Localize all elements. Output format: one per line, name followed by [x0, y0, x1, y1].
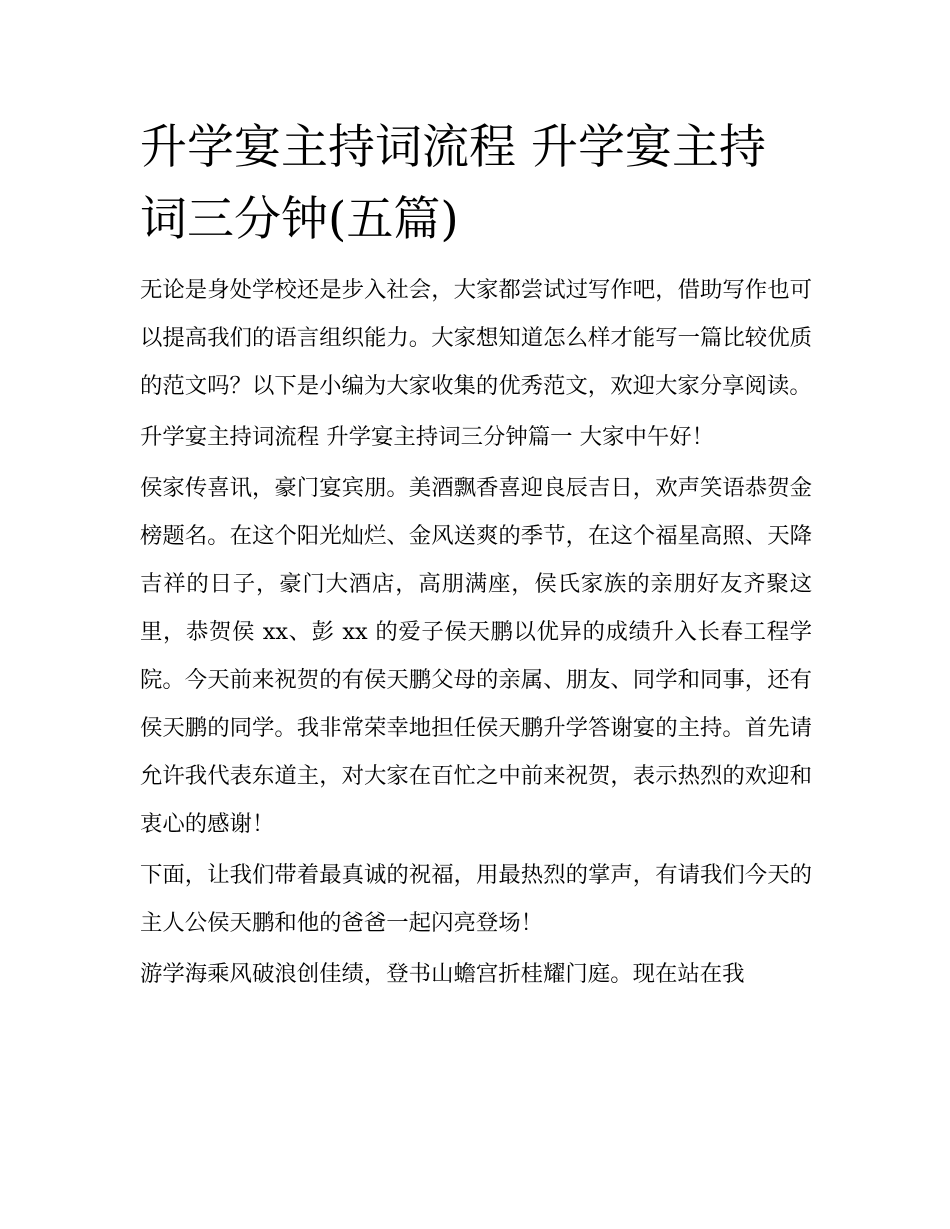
- paragraph-continuation: 游学海乘风破浪创佳绩，登书山蟾宫折桂耀门庭。现在站在我: [140, 961, 745, 987]
- document-body: [140, 112, 812, 1001]
- paragraph-opening: 侯家传喜讯，豪门宴宾朋。美酒飘香喜迎良辰吉日，欢声笑语恭贺金榜题名。在这个阳光灿烂、金风送爽的季节，在这个福星高照、天降吉祥的日子，豪门大酒店，高朋满座，侯氏家族的亲朋好友齐聚这里，恭贺侯 xx、彭 xx 的爱子侯天鹏以优异的成绩升入长春工程学院。今天前来祝贺的有侯天鹏父母的亲属、朋友、同学和同事，还有侯天鹏的同学。我非常荣幸地担任侯天鹏升学答谢宴的主持。首先请允许我代表东道主，对大家在百忙之中前来祝贺，表示热烈的欢迎和衷心的感谢！: [140, 475, 812, 837]
- paragraph-section-heading: 升学宴主持词流程 升学宴主持词三分钟篇一 大家中午好！: [140, 424, 714, 450]
- document-title: 升学宴主持词流程 升学宴主持词三分钟(五篇): [140, 120, 766, 247]
- paragraph-intro: 无论是身处学校还是步入社会，大家都尝试过写作吧，借助写作也可以提高我们的语言组织能力。大家想知道怎么样才能写一篇比较优质的范文吗？以下是小编为大家收集的优秀范文，欢迎大家分享阅读。: [140, 277, 812, 399]
- paragraph-invitation: 下面，让我们带着最真诚的祝福，用最热烈的掌声，有请我们今天的主人公侯天鹏和他的爸爸一起闪亮登场！: [140, 862, 812, 936]
